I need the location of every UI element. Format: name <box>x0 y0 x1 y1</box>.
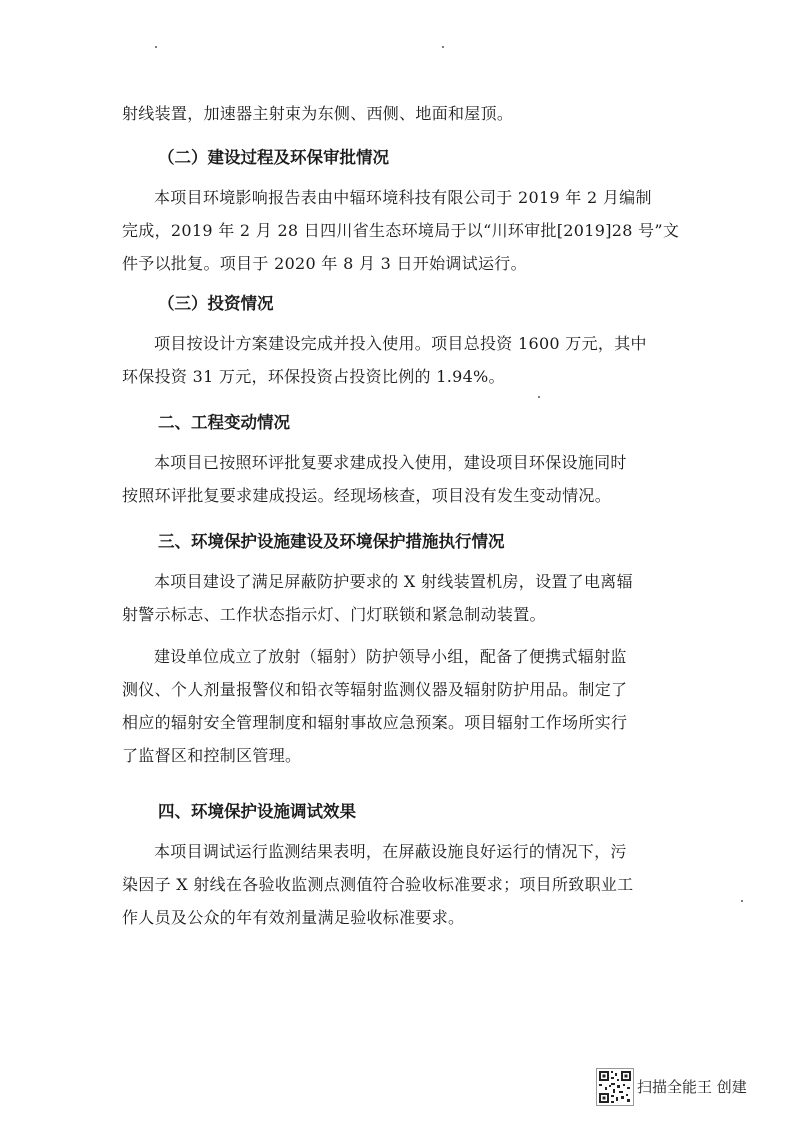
text-line: 完成，2019 年 2 月 28 日四川省生态环境局于以“川环审批[2019]28 号”文 <box>122 221 680 240</box>
text-line: 了监督区和控制区管理。 <box>122 746 302 765</box>
paragraph-construction <box>122 181 680 280</box>
text-line: 件予以批复。项目于 2020 年 8 月 3 日开始调试运行。 <box>122 254 527 273</box>
text-line: 本项目环境影响报告表由中辐环境科技有限公司于 2019 年 2 月编制 <box>154 188 652 207</box>
paragraph-engineering-change <box>122 446 667 512</box>
text-line: 本项目已按照环评批复要求建成投入使用，建设项目环保设施同时 <box>154 453 627 472</box>
paragraph-investment <box>122 327 667 393</box>
paragraph-management <box>122 640 667 772</box>
heading-protection-facilities: 三、环境保护设施建设及环境保护措施执行情况 <box>158 532 505 551</box>
text-line: 作人员及公众的年有效剂量满足验收标准要求。 <box>122 908 465 927</box>
scan-speck <box>442 46 444 48</box>
paragraph-intro-end <box>122 97 667 130</box>
qr-code-icon <box>596 1068 634 1106</box>
text-line: 相应的辐射安全管理制度和辐射事故应急预案。项目辐射工作场所实行 <box>122 713 628 732</box>
qr-code-graphic <box>597 1069 633 1105</box>
text-line: 射警示标志、工作状态指示灯、门灯联锁和紧急制动装置。 <box>122 605 546 624</box>
paragraph-shielding <box>122 565 667 631</box>
heading-construction-approval: （二）建设过程及环保审批情况 <box>158 148 389 167</box>
text-line: 本项目调试运行监测结果表明，在屏蔽设施良好运行的情况下，污 <box>154 842 627 861</box>
heading-engineering-change: 二、工程变动情况 <box>158 413 290 432</box>
text-line: 染因子 X 射线在各验收监测点测值符合验收标准要求；项目所致职业工 <box>122 875 634 894</box>
heading-debugging-effect: 四、环境保护设施调试效果 <box>158 802 356 821</box>
scanner-watermark-text: 扫描全能王 创建 <box>637 1078 747 1096</box>
paragraph-debugging-effect <box>122 835 667 934</box>
text-line: 本项目建设了满足屏蔽防护要求的 X 射线装置机房，设置了电离辐 <box>154 572 633 591</box>
text-line: 环保投资 31 万元，环保投资占投资比例的 1.94%。 <box>122 367 505 386</box>
scan-speck <box>741 900 743 902</box>
text-line: 按照环评批复要求建成投运。经现场核查，项目没有发生变动情况。 <box>122 486 612 505</box>
scan-speck <box>155 46 157 48</box>
text-line: 射线装置，加速器主射束为东侧、西侧、地面和屋顶。 <box>122 104 514 123</box>
text-line: 项目按设计方案建设完成并投入使用。项目总投资 1600 万元，其中 <box>154 334 647 353</box>
text-line: 建设单位成立了放射（辐射）防护领导小组，配备了便携式辐射监 <box>154 647 627 666</box>
text-line: 测仪、个人剂量报警仪和铅衣等辐射监测仪器及辐射防护用品。制定了 <box>122 680 628 699</box>
heading-investment: （三）投资情况 <box>158 294 274 313</box>
scan-speck <box>538 396 540 398</box>
